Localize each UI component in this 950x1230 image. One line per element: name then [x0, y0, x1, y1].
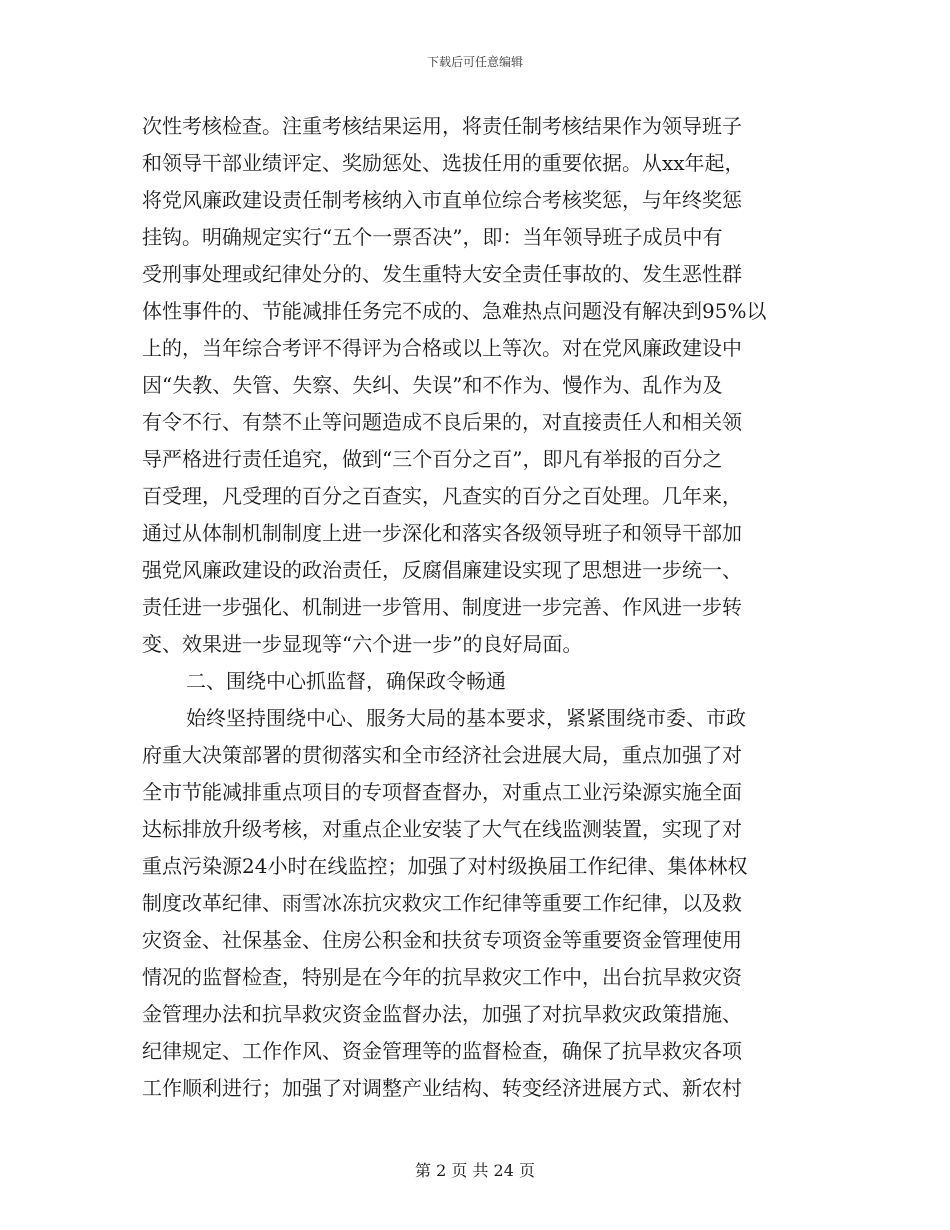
body-line: 将党风廉政建设责任制考核纳入市直单位综合考核奖惩，与年终奖惩	[142, 188, 742, 212]
body-line: 达标排放升级考核，对重点企业安装了大气在线监测装置，实现了对	[142, 817, 742, 841]
body-line: 体性事件的、节能减排任务完不成的、急难热点问题没有解决到95%以	[142, 299, 767, 323]
body-line: 重点污染源24小时在线监控；加强了对村级换届工作纪律、集体林权	[142, 854, 748, 878]
body-line: 通过从体制机制制度上进一步深化和落实各级领导班子和领导干部加	[142, 521, 742, 545]
body-line: 灾资金、社保基金、住房公积金和扶贫专项资金等重要资金管理使用	[142, 928, 742, 952]
body-line: 始终坚持围绕中心、服务大局的基本要求，紧紧围绕市委、市政	[186, 706, 746, 730]
body-line: 纪律规定、工作作风、资金管理等的监督检查，确保了抗旱救灾各项	[142, 1039, 742, 1063]
body-line: 导严格进行责任追究，做到“三个百分之百”，即凡有举报的百分之	[142, 447, 723, 471]
body-line: 强党风廉政建设的政治责任，反腐倡廉建设实现了思想进一步统一、	[142, 558, 742, 582]
body-line: 百受理，凡受理的百分之百查实，凡查实的百分之百处理。几年来，	[142, 484, 742, 508]
page-footer: 第 2 页 共 24 页	[415, 1161, 535, 1180]
body-line: 和领导干部业绩评定、奖励惩处、选拔任用的重要依据。从xx年起，	[142, 151, 745, 175]
body-line: 全市节能减排重点项目的专项督查督办，对重点工业污染源实施全面	[142, 780, 742, 804]
body-line: 变、效果进一步显现等“六个进一步”的良好局面。	[142, 632, 583, 656]
body-line: 情况的监督检查，特别是在今年的抗旱救灾工作中，出台抗旱救灾资	[142, 965, 742, 989]
body-line: 上的，当年综合考评不得评为合格或以上等次。对在党风廉政建设中	[142, 336, 742, 360]
body-line: 工作顺利进行；加强了对调整产业结构、转变经济进展方式、新农村	[142, 1076, 742, 1100]
document-body	[142, 108, 810, 1107]
body-line: 受刑事处理或纪律处分的、发生重特大安全责任事故的、发生恶性群	[142, 262, 742, 286]
body-line: 有令不行、有禁不止等问题造成不良后果的，对直接责任人和相关领	[142, 410, 742, 434]
body-line: 次性考核检查。注重考核结果运用，将责任制考核结果作为领导班子	[142, 114, 742, 138]
body-line: 因“失教、失管、失察、失纠、失误”和不作为、慢作为、乱作为及	[142, 373, 723, 397]
body-line: 府重大决策部署的贯彻落实和全市经济社会进展大局，重点加强了对	[142, 743, 742, 767]
body-line: 制度改革纪律、雨雪冰冻抗灾救灾工作纪律等重要工作纪律，以及救	[142, 891, 742, 915]
body-line: 金管理办法和抗旱救灾资金监督办法，加强了对抗旱救灾政策措施、	[142, 1002, 742, 1026]
page-header: 下载后可任意编辑	[426, 55, 523, 69]
body-line: 二、围绕中心抓监督，确保政令畅通	[186, 669, 506, 693]
body-line: 挂钩。明确规定实行“五个一票否决”，即：当年领导班子成员中有	[142, 225, 723, 249]
body-line: 责任进一步强化、机制进一步管用、制度进一步完善、作风进一步转	[142, 595, 742, 619]
